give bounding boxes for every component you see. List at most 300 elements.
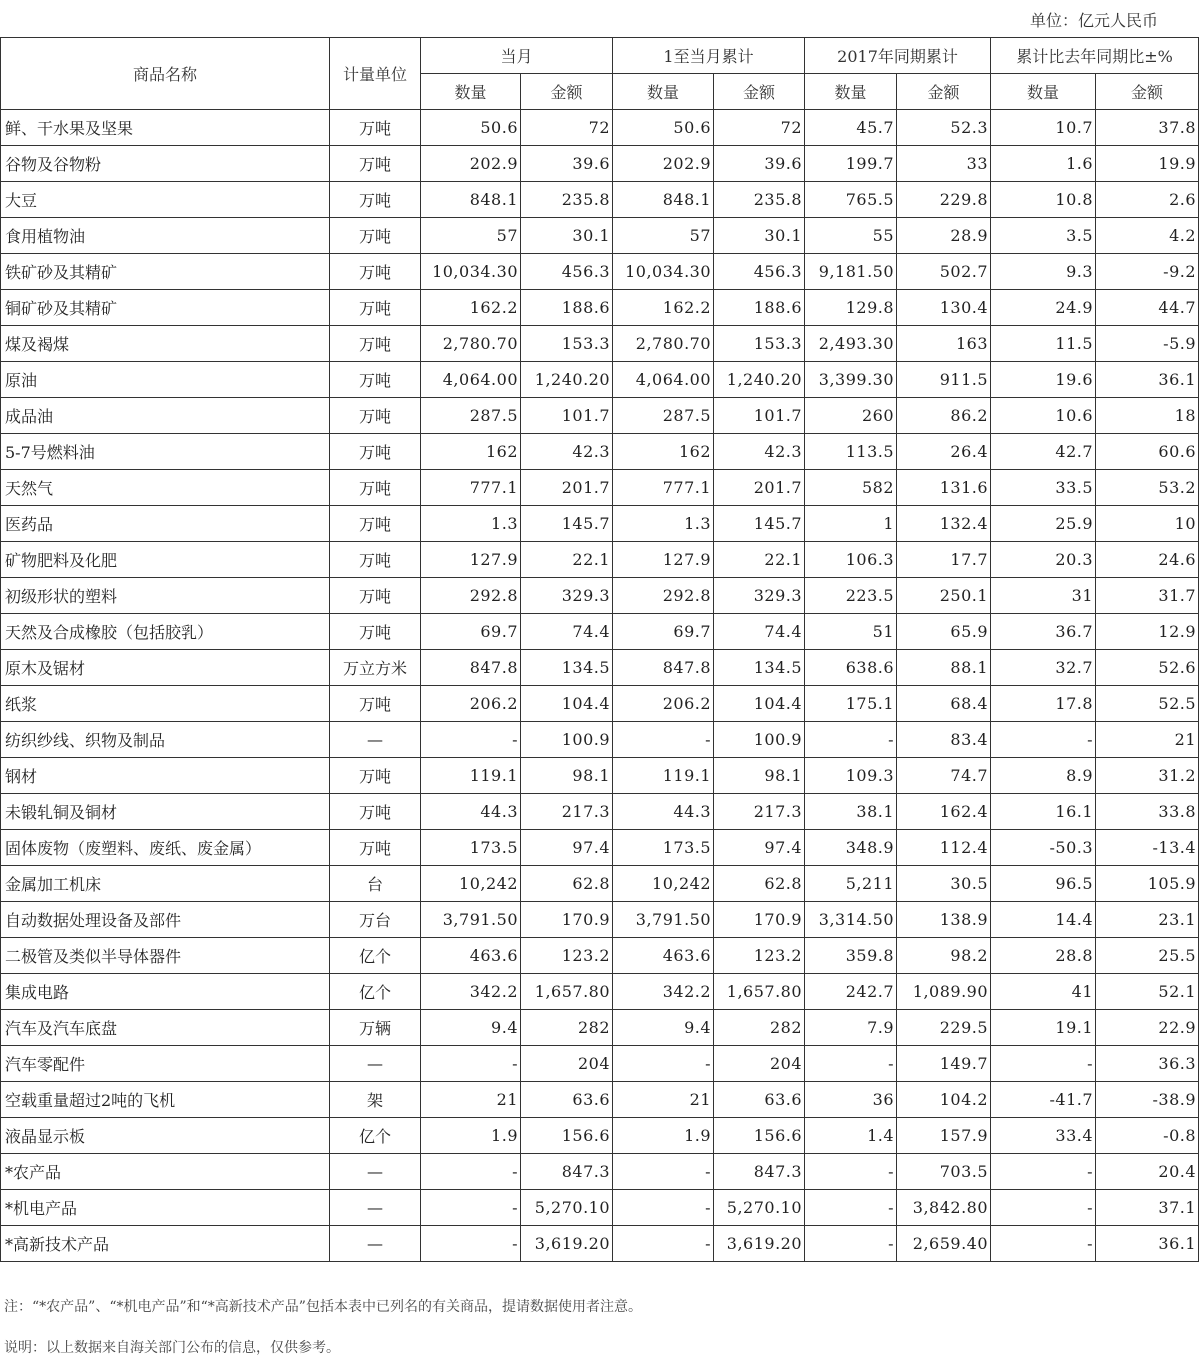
table-row bbox=[1, 218, 1199, 254]
cell-yoy-quantity: - bbox=[991, 1226, 1096, 1262]
cell-yoy-amount: 36.3 bbox=[1096, 1046, 1199, 1082]
cell-yoy-amount: -5.9 bbox=[1096, 326, 1199, 362]
cell-unit: 万吨 bbox=[330, 686, 421, 722]
cell-cumulative-amount: 153.3 bbox=[714, 326, 805, 362]
cell-yoy-quantity: 19.1 bbox=[991, 1010, 1096, 1046]
cell-month-amount: 1,657.80 bbox=[521, 974, 613, 1010]
cell-yoy-quantity: 8.9 bbox=[991, 758, 1096, 794]
cell-prev-amount: 130.4 bbox=[897, 290, 991, 326]
cell-unit: 亿个 bbox=[330, 974, 421, 1010]
cell-cumulative-amount: 188.6 bbox=[714, 290, 805, 326]
cell-yoy-quantity: 10.6 bbox=[991, 398, 1096, 434]
cell-month-amount: 329.3 bbox=[521, 578, 613, 614]
cell-commodity-name: 天然气 bbox=[1, 470, 330, 506]
cell-commodity-name: 集成电路 bbox=[1, 974, 330, 1010]
cell-month-quantity: 44.3 bbox=[421, 794, 521, 830]
cell-yoy-amount: -38.9 bbox=[1096, 1082, 1199, 1118]
cell-prev-amount: 3,842.80 bbox=[897, 1190, 991, 1226]
cell-cumulative-quantity: - bbox=[613, 1190, 714, 1226]
table-row bbox=[1, 434, 1199, 470]
cell-cumulative-quantity: 50.6 bbox=[613, 110, 714, 146]
table-row bbox=[1, 902, 1199, 938]
cell-yoy-amount: 23.1 bbox=[1096, 902, 1199, 938]
table-row bbox=[1, 614, 1199, 650]
cell-month-quantity: - bbox=[421, 1226, 521, 1262]
cell-cumulative-amount: 235.8 bbox=[714, 182, 805, 218]
cell-prev-quantity: 38.1 bbox=[805, 794, 897, 830]
cell-yoy-quantity: 41 bbox=[991, 974, 1096, 1010]
cell-month-quantity: - bbox=[421, 1154, 521, 1190]
cell-unit: 亿个 bbox=[330, 938, 421, 974]
cell-unit: 万吨 bbox=[330, 758, 421, 794]
cell-unit: 万吨 bbox=[330, 398, 421, 434]
cell-prev-quantity: 45.7 bbox=[805, 110, 897, 146]
cell-month-quantity: 1.3 bbox=[421, 506, 521, 542]
cell-commodity-name: 铜矿砂及其精矿 bbox=[1, 290, 330, 326]
cell-yoy-amount: 52.1 bbox=[1096, 974, 1199, 1010]
cell-prev-amount: 68.4 bbox=[897, 686, 991, 722]
cell-prev-quantity: 51 bbox=[805, 614, 897, 650]
cell-yoy-quantity: 33.5 bbox=[991, 470, 1096, 506]
cell-prev-quantity: 582 bbox=[805, 470, 897, 506]
table-row bbox=[1, 254, 1199, 290]
table-row bbox=[1, 326, 1199, 362]
cell-yoy-quantity: 96.5 bbox=[991, 866, 1096, 902]
cell-cumulative-amount: 1,657.80 bbox=[714, 974, 805, 1010]
cell-unit: 万吨 bbox=[330, 254, 421, 290]
cell-cumulative-quantity: 69.7 bbox=[613, 614, 714, 650]
cell-prev-quantity: 348.9 bbox=[805, 830, 897, 866]
cell-month-amount: 153.3 bbox=[521, 326, 613, 362]
cell-prev-amount: 1,089.90 bbox=[897, 974, 991, 1010]
table-row bbox=[1, 1010, 1199, 1046]
cell-prev-amount: 911.5 bbox=[897, 362, 991, 398]
cell-commodity-name: 鲜、干水果及坚果 bbox=[1, 110, 330, 146]
cell-yoy-quantity: 31 bbox=[991, 578, 1096, 614]
cell-month-quantity: 3,791.50 bbox=[421, 902, 521, 938]
cell-unit: 万吨 bbox=[330, 614, 421, 650]
cell-month-amount: 156.6 bbox=[521, 1118, 613, 1154]
cell-unit: 万吨 bbox=[330, 110, 421, 146]
cell-unit: 万吨 bbox=[330, 578, 421, 614]
cell-cumulative-quantity: 21 bbox=[613, 1082, 714, 1118]
cell-prev-amount: 65.9 bbox=[897, 614, 991, 650]
cell-cumulative-quantity: 463.6 bbox=[613, 938, 714, 974]
cell-month-amount: 847.3 bbox=[521, 1154, 613, 1190]
cell-cumulative-amount: 30.1 bbox=[714, 218, 805, 254]
cell-cumulative-quantity: - bbox=[613, 1046, 714, 1082]
cell-commodity-name: 钢材 bbox=[1, 758, 330, 794]
cell-month-quantity: 173.5 bbox=[421, 830, 521, 866]
cell-yoy-amount: 19.9 bbox=[1096, 146, 1199, 182]
cell-cumulative-amount: 204 bbox=[714, 1046, 805, 1082]
cell-month-amount: 235.8 bbox=[521, 182, 613, 218]
cell-yoy-quantity: 25.9 bbox=[991, 506, 1096, 542]
cell-cumulative-amount: 170.9 bbox=[714, 902, 805, 938]
table-row bbox=[1, 1118, 1199, 1154]
import-commodity-table bbox=[0, 37, 1199, 1262]
cell-prev-quantity: - bbox=[805, 722, 897, 758]
cell-yoy-quantity: - bbox=[991, 722, 1096, 758]
cell-month-amount: 98.1 bbox=[521, 758, 613, 794]
cell-prev-quantity: 7.9 bbox=[805, 1010, 897, 1046]
cell-month-quantity: 847.8 bbox=[421, 650, 521, 686]
cell-prev-quantity: - bbox=[805, 1154, 897, 1190]
table-row bbox=[1, 866, 1199, 902]
header-quantity: 数量 bbox=[421, 74, 521, 110]
unit-label: 单位：亿元人民币 bbox=[1029, 11, 1158, 30]
cell-yoy-amount: 12.9 bbox=[1096, 614, 1199, 650]
cell-unit: 万吨 bbox=[330, 146, 421, 182]
cell-month-quantity: 2,780.70 bbox=[421, 326, 521, 362]
cell-cumulative-quantity: 342.2 bbox=[613, 974, 714, 1010]
cell-cumulative-quantity: 57 bbox=[613, 218, 714, 254]
cell-prev-amount: 28.9 bbox=[897, 218, 991, 254]
table-row bbox=[1, 830, 1199, 866]
cell-prev-quantity: 242.7 bbox=[805, 974, 897, 1010]
cell-cumulative-amount: 63.6 bbox=[714, 1082, 805, 1118]
cell-unit: 万吨 bbox=[330, 506, 421, 542]
cell-cumulative-quantity: 119.1 bbox=[613, 758, 714, 794]
cell-commodity-name: 原油 bbox=[1, 362, 330, 398]
cell-commodity-name: 液晶显示板 bbox=[1, 1118, 330, 1154]
cell-commodity-name: 二极管及类似半导体器件 bbox=[1, 938, 330, 974]
cell-commodity-name: 原木及锯材 bbox=[1, 650, 330, 686]
table-row bbox=[1, 146, 1199, 182]
cell-month-quantity: 342.2 bbox=[421, 974, 521, 1010]
header-unit: 计量单位 bbox=[330, 38, 421, 110]
cell-cumulative-quantity: - bbox=[613, 1154, 714, 1190]
cell-unit: 亿个 bbox=[330, 1118, 421, 1154]
cell-month-quantity: 162 bbox=[421, 434, 521, 470]
cell-month-amount: 1,240.20 bbox=[521, 362, 613, 398]
header-cumulative: 1至当月累计 bbox=[613, 38, 805, 74]
cell-yoy-quantity: 10.8 bbox=[991, 182, 1096, 218]
table-row bbox=[1, 938, 1199, 974]
cell-prev-amount: 157.9 bbox=[897, 1118, 991, 1154]
cell-unit: 万吨 bbox=[330, 362, 421, 398]
cell-prev-quantity: 260 bbox=[805, 398, 897, 434]
cell-prev-quantity: 223.5 bbox=[805, 578, 897, 614]
header-amount: 金额 bbox=[897, 74, 991, 110]
cell-yoy-amount: 60.6 bbox=[1096, 434, 1199, 470]
table-row bbox=[1, 1082, 1199, 1118]
cell-prev-amount: 86.2 bbox=[897, 398, 991, 434]
header-amount: 金额 bbox=[521, 74, 613, 110]
cell-month-amount: 62.8 bbox=[521, 866, 613, 902]
cell-month-amount: 39.6 bbox=[521, 146, 613, 182]
cell-month-amount: 42.3 bbox=[521, 434, 613, 470]
cell-yoy-quantity: 32.7 bbox=[991, 650, 1096, 686]
cell-yoy-amount: 105.9 bbox=[1096, 866, 1199, 902]
cell-commodity-name: 成品油 bbox=[1, 398, 330, 434]
cell-prev-amount: 131.6 bbox=[897, 470, 991, 506]
header-quantity: 数量 bbox=[613, 74, 714, 110]
cell-commodity-name: *高新技术产品 bbox=[1, 1226, 330, 1262]
cell-unit: 万台 bbox=[330, 902, 421, 938]
cell-month-amount: 30.1 bbox=[521, 218, 613, 254]
cell-prev-amount: 74.7 bbox=[897, 758, 991, 794]
header-amount: 金额 bbox=[714, 74, 805, 110]
table-row bbox=[1, 398, 1199, 434]
cell-month-quantity: - bbox=[421, 1046, 521, 1082]
cell-yoy-quantity: 20.3 bbox=[991, 542, 1096, 578]
cell-yoy-amount: 4.2 bbox=[1096, 218, 1199, 254]
cell-yoy-amount: 33.8 bbox=[1096, 794, 1199, 830]
cell-commodity-name: 纸浆 bbox=[1, 686, 330, 722]
cell-yoy-quantity: 17.8 bbox=[991, 686, 1096, 722]
cell-prev-amount: 162.4 bbox=[897, 794, 991, 830]
cell-month-amount: 123.2 bbox=[521, 938, 613, 974]
cell-prev-amount: 132.4 bbox=[897, 506, 991, 542]
cell-cumulative-amount: 282 bbox=[714, 1010, 805, 1046]
table-row bbox=[1, 1190, 1199, 1226]
cell-month-amount: 145.7 bbox=[521, 506, 613, 542]
cell-month-quantity: 463.6 bbox=[421, 938, 521, 974]
cell-unit: 万吨 bbox=[330, 290, 421, 326]
cell-commodity-name: 金属加工机床 bbox=[1, 866, 330, 902]
header-row-groups bbox=[1, 38, 1199, 74]
cell-yoy-quantity: 3.5 bbox=[991, 218, 1096, 254]
cell-commodity-name: 空载重量超过2吨的飞机 bbox=[1, 1082, 330, 1118]
cell-cumulative-amount: 62.8 bbox=[714, 866, 805, 902]
cell-cumulative-quantity: 1.9 bbox=[613, 1118, 714, 1154]
cell-prev-amount: 149.7 bbox=[897, 1046, 991, 1082]
cell-unit: — bbox=[330, 1154, 421, 1190]
cell-cumulative-quantity: 202.9 bbox=[613, 146, 714, 182]
cell-cumulative-quantity: 847.8 bbox=[613, 650, 714, 686]
cell-commodity-name: 汽车零配件 bbox=[1, 1046, 330, 1082]
cell-month-quantity: 202.9 bbox=[421, 146, 521, 182]
cell-prev-quantity: 765.5 bbox=[805, 182, 897, 218]
cell-yoy-amount: 22.9 bbox=[1096, 1010, 1199, 1046]
cell-unit: 台 bbox=[330, 866, 421, 902]
cell-yoy-amount: 36.1 bbox=[1096, 1226, 1199, 1262]
cell-unit: 万吨 bbox=[330, 434, 421, 470]
cell-yoy-amount: 37.8 bbox=[1096, 110, 1199, 146]
table-row bbox=[1, 110, 1199, 146]
cell-prev-amount: 250.1 bbox=[897, 578, 991, 614]
cell-cumulative-amount: 329.3 bbox=[714, 578, 805, 614]
cell-month-quantity: - bbox=[421, 1190, 521, 1226]
cell-yoy-quantity: 36.7 bbox=[991, 614, 1096, 650]
cell-yoy-amount: 20.4 bbox=[1096, 1154, 1199, 1190]
cell-yoy-amount: -9.2 bbox=[1096, 254, 1199, 290]
cell-prev-quantity: 55 bbox=[805, 218, 897, 254]
cell-yoy-quantity: 9.3 bbox=[991, 254, 1096, 290]
table-row bbox=[1, 686, 1199, 722]
cell-month-amount: 201.7 bbox=[521, 470, 613, 506]
cell-prev-amount: 229.8 bbox=[897, 182, 991, 218]
cell-month-amount: 63.6 bbox=[521, 1082, 613, 1118]
cell-month-quantity: 50.6 bbox=[421, 110, 521, 146]
cell-yoy-quantity: 24.9 bbox=[991, 290, 1096, 326]
cell-yoy-amount: 24.6 bbox=[1096, 542, 1199, 578]
cell-month-quantity: 292.8 bbox=[421, 578, 521, 614]
cell-prev-amount: 104.2 bbox=[897, 1082, 991, 1118]
cell-prev-quantity: 199.7 bbox=[805, 146, 897, 182]
cell-prev-quantity: 106.3 bbox=[805, 542, 897, 578]
cell-commodity-name: 矿物肥料及化肥 bbox=[1, 542, 330, 578]
cell-prev-quantity: - bbox=[805, 1190, 897, 1226]
cell-yoy-amount: 10 bbox=[1096, 506, 1199, 542]
header-amount: 金额 bbox=[1096, 74, 1199, 110]
cell-month-amount: 170.9 bbox=[521, 902, 613, 938]
cell-yoy-amount: 2.6 bbox=[1096, 182, 1199, 218]
cell-prev-amount: 703.5 bbox=[897, 1154, 991, 1190]
cell-yoy-quantity: - bbox=[991, 1046, 1096, 1082]
cell-prev-amount: 83.4 bbox=[897, 722, 991, 758]
cell-yoy-quantity: 19.6 bbox=[991, 362, 1096, 398]
cell-month-quantity: 4,064.00 bbox=[421, 362, 521, 398]
cell-cumulative-amount: 98.1 bbox=[714, 758, 805, 794]
cell-cumulative-amount: 101.7 bbox=[714, 398, 805, 434]
cell-yoy-amount: 52.5 bbox=[1096, 686, 1199, 722]
cell-prev-quantity: 9,181.50 bbox=[805, 254, 897, 290]
cell-prev-quantity: 3,399.30 bbox=[805, 362, 897, 398]
cell-prev-amount: 33 bbox=[897, 146, 991, 182]
cell-prev-quantity: 1 bbox=[805, 506, 897, 542]
cell-prev-amount: 17.7 bbox=[897, 542, 991, 578]
cell-cumulative-quantity: - bbox=[613, 722, 714, 758]
cell-month-amount: 134.5 bbox=[521, 650, 613, 686]
cell-month-quantity: 777.1 bbox=[421, 470, 521, 506]
cell-cumulative-quantity: 10,034.30 bbox=[613, 254, 714, 290]
cell-cumulative-amount: 847.3 bbox=[714, 1154, 805, 1190]
table-row bbox=[1, 470, 1199, 506]
cell-prev-amount: 98.2 bbox=[897, 938, 991, 974]
table-row bbox=[1, 1226, 1199, 1262]
cell-cumulative-quantity: 848.1 bbox=[613, 182, 714, 218]
cell-commodity-name: 自动数据处理设备及部件 bbox=[1, 902, 330, 938]
cell-yoy-amount: 18 bbox=[1096, 398, 1199, 434]
cell-yoy-amount: -0.8 bbox=[1096, 1118, 1199, 1154]
cell-commodity-name: 纺织纱线、织物及制品 bbox=[1, 722, 330, 758]
cell-month-quantity: 848.1 bbox=[421, 182, 521, 218]
header-quantity: 数量 bbox=[805, 74, 897, 110]
cell-cumulative-amount: 145.7 bbox=[714, 506, 805, 542]
cell-month-amount: 217.3 bbox=[521, 794, 613, 830]
cell-yoy-amount: 21 bbox=[1096, 722, 1199, 758]
table-row bbox=[1, 1154, 1199, 1190]
table-row bbox=[1, 794, 1199, 830]
cell-prev-quantity: 109.3 bbox=[805, 758, 897, 794]
cell-unit: 万立方米 bbox=[330, 650, 421, 686]
cell-yoy-quantity: 33.4 bbox=[991, 1118, 1096, 1154]
cell-yoy-amount: -13.4 bbox=[1096, 830, 1199, 866]
table-row bbox=[1, 974, 1199, 1010]
cell-commodity-name: 初级形状的塑料 bbox=[1, 578, 330, 614]
cell-cumulative-quantity: 292.8 bbox=[613, 578, 714, 614]
cell-prev-quantity: 36 bbox=[805, 1082, 897, 1118]
cell-cumulative-amount: 42.3 bbox=[714, 434, 805, 470]
cell-yoy-amount: 31.7 bbox=[1096, 578, 1199, 614]
cell-month-quantity: 57 bbox=[421, 218, 521, 254]
cell-cumulative-quantity: 10,242 bbox=[613, 866, 714, 902]
table-body bbox=[1, 110, 1199, 1262]
cell-commodity-name: 5-7号燃料油 bbox=[1, 434, 330, 470]
cell-yoy-quantity: -41.7 bbox=[991, 1082, 1096, 1118]
cell-cumulative-amount: 217.3 bbox=[714, 794, 805, 830]
cell-cumulative-amount: 104.4 bbox=[714, 686, 805, 722]
cell-month-quantity: 127.9 bbox=[421, 542, 521, 578]
cell-prev-quantity: 175.1 bbox=[805, 686, 897, 722]
cell-yoy-quantity: - bbox=[991, 1190, 1096, 1226]
cell-prev-quantity: 638.6 bbox=[805, 650, 897, 686]
cell-cumulative-amount: 22.1 bbox=[714, 542, 805, 578]
cell-cumulative-quantity: 127.9 bbox=[613, 542, 714, 578]
cell-prev-amount: 26.4 bbox=[897, 434, 991, 470]
cell-unit: 万吨 bbox=[330, 182, 421, 218]
cell-cumulative-quantity: 206.2 bbox=[613, 686, 714, 722]
cell-prev-quantity: - bbox=[805, 1226, 897, 1262]
cell-month-quantity: 69.7 bbox=[421, 614, 521, 650]
cell-cumulative-amount: 74.4 bbox=[714, 614, 805, 650]
cell-unit: 万吨 bbox=[330, 542, 421, 578]
cell-unit: — bbox=[330, 1190, 421, 1226]
cell-month-quantity: 206.2 bbox=[421, 686, 521, 722]
cell-month-amount: 22.1 bbox=[521, 542, 613, 578]
cell-prev-amount: 138.9 bbox=[897, 902, 991, 938]
cell-cumulative-amount: 100.9 bbox=[714, 722, 805, 758]
table-row bbox=[1, 542, 1199, 578]
cell-yoy-amount: 52.6 bbox=[1096, 650, 1199, 686]
cell-prev-amount: 88.1 bbox=[897, 650, 991, 686]
table-note: 注：“*农产品”、“*机电产品”和“*高新技术产品”包括本表中已列名的有关商品，提请数据使用者注意。 bbox=[4, 1299, 642, 1315]
cell-cumulative-quantity: 173.5 bbox=[613, 830, 714, 866]
table-row bbox=[1, 1046, 1199, 1082]
header-current-month: 当月 bbox=[421, 38, 613, 74]
cell-commodity-name: *机电产品 bbox=[1, 1190, 330, 1226]
cell-cumulative-amount: 72 bbox=[714, 110, 805, 146]
table-row bbox=[1, 758, 1199, 794]
cell-prev-quantity: 129.8 bbox=[805, 290, 897, 326]
header-quantity: 数量 bbox=[991, 74, 1096, 110]
cell-cumulative-amount: 5,270.10 bbox=[714, 1190, 805, 1226]
cell-unit: 万辆 bbox=[330, 1010, 421, 1046]
cell-commodity-name: 汽车及汽车底盘 bbox=[1, 1010, 330, 1046]
cell-cumulative-amount: 456.3 bbox=[714, 254, 805, 290]
cell-unit: 万吨 bbox=[330, 830, 421, 866]
cell-commodity-name: 未锻轧铜及铜材 bbox=[1, 794, 330, 830]
cell-yoy-quantity: 28.8 bbox=[991, 938, 1096, 974]
cell-month-amount: 188.6 bbox=[521, 290, 613, 326]
cell-month-amount: 100.9 bbox=[521, 722, 613, 758]
cell-month-amount: 282 bbox=[521, 1010, 613, 1046]
cell-cumulative-amount: 97.4 bbox=[714, 830, 805, 866]
cell-prev-amount: 2,659.40 bbox=[897, 1226, 991, 1262]
cell-cumulative-quantity: - bbox=[613, 1226, 714, 1262]
cell-cumulative-quantity: 1.3 bbox=[613, 506, 714, 542]
cell-commodity-name: 铁矿砂及其精矿 bbox=[1, 254, 330, 290]
cell-month-quantity: 21 bbox=[421, 1082, 521, 1118]
cell-cumulative-quantity: 9.4 bbox=[613, 1010, 714, 1046]
cell-cumulative-quantity: 2,780.70 bbox=[613, 326, 714, 362]
cell-cumulative-quantity: 3,791.50 bbox=[613, 902, 714, 938]
cell-cumulative-amount: 3,619.20 bbox=[714, 1226, 805, 1262]
cell-month-quantity: 10,034.30 bbox=[421, 254, 521, 290]
cell-prev-amount: 112.4 bbox=[897, 830, 991, 866]
cell-month-quantity: 162.2 bbox=[421, 290, 521, 326]
table-row bbox=[1, 290, 1199, 326]
cell-cumulative-quantity: 162 bbox=[613, 434, 714, 470]
cell-yoy-quantity: 1.6 bbox=[991, 146, 1096, 182]
cell-commodity-name: 天然及合成橡胶（包括胶乳） bbox=[1, 614, 330, 650]
cell-prev-amount: 30.5 bbox=[897, 866, 991, 902]
data-source-explanation: 说明：以上数据来自海关部门公布的信息，仅供参考。 bbox=[4, 1340, 340, 1356]
cell-month-quantity: 287.5 bbox=[421, 398, 521, 434]
cell-month-quantity: 9.4 bbox=[421, 1010, 521, 1046]
